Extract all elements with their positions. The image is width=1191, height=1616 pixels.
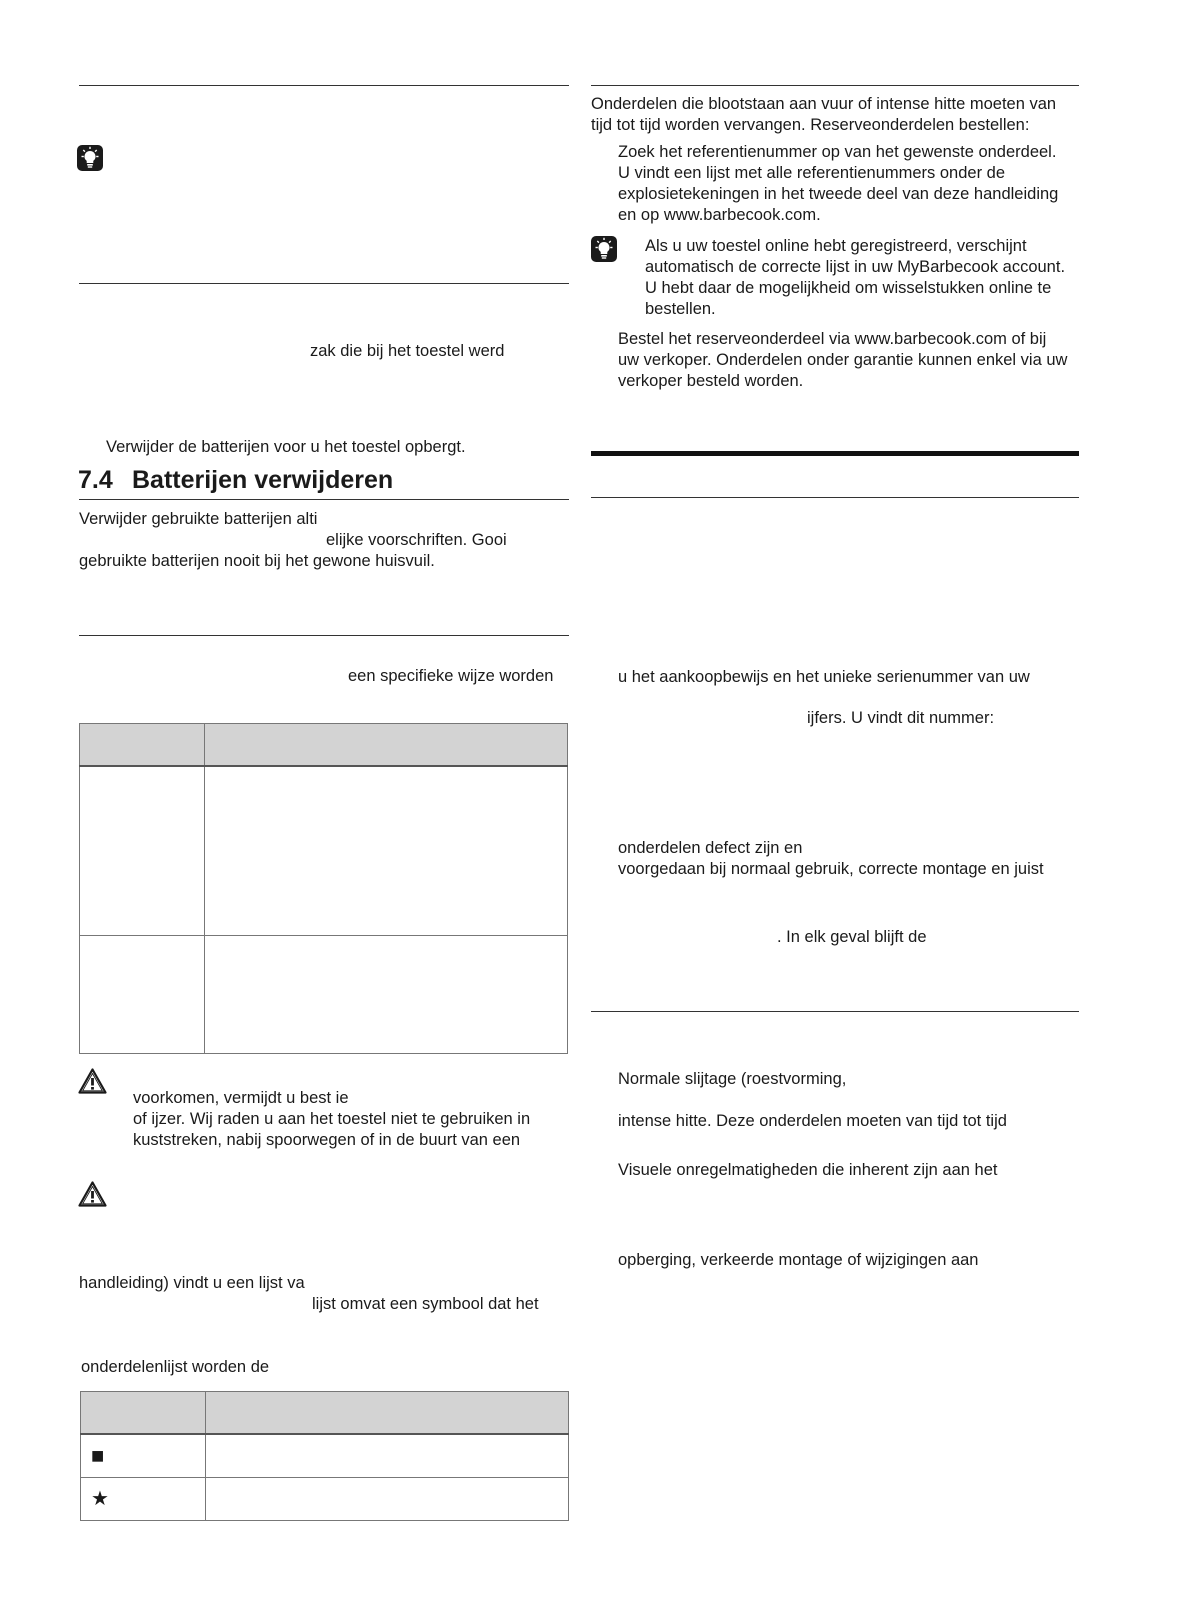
section-rule [591,497,1079,498]
battery-text-line: Verwijder gebruikte batterijen alti [79,510,318,528]
warning-text-line: of ijzer. Wij raden u aan het toestel niet te gebruiken in [133,1110,531,1128]
section-number: 7.4 [78,466,113,494]
section-rule [79,283,569,284]
warranty-text-fragment: u het aankoopbewijs en het unieke serienummer van uw [618,668,1030,686]
chapter-rule [591,451,1079,456]
table-header-cell [81,1392,206,1434]
table-row [81,1478,569,1521]
warranty-text-fragment: voorgedaan bij normaal gebruik, correcte montage en juist [618,860,1044,878]
parts-list-text: handleiding) vindt u een lijst va [79,1274,305,1292]
step-text-line: explosietekeningen in het tweede deel van deze handleiding [618,185,1059,203]
star-symbol-icon: ★ [91,1488,109,1510]
section-title: Batterijen verwijderen [132,466,394,494]
step-text-line: Zoek het referentienummer op van het gewenste onderdeel. [618,143,1057,161]
parts-list-text: lijst omvat een symbool dat het [312,1295,539,1313]
exclusion-text-fragment: opberging, verkeerde montage of wijzigingen aan [618,1251,979,1269]
order-text-line: verkoper besteld worden. [618,372,804,390]
warranty-text-fragment: onderdelen defect zijn en [618,839,803,857]
table-row [80,766,568,936]
order-text-line: uw verkoper. Onderdelen onder garantie kunnen enkel via uw [618,351,1068,369]
section-rule [79,85,569,86]
battery-text-line: gebruikte batterijen nooit bij het gewone huisvuil. [79,552,435,570]
section-rule [79,499,569,500]
order-text-line: Bestel het reserveonderdeel via www.barbecook.com of bij [618,330,1047,348]
exclusion-text-fragment: Visuele onregelmatigheden die inherent zijn aan het [618,1161,998,1179]
table-row [81,1434,569,1478]
specific-text-fragment: een specifieke wijze worden [348,667,554,685]
step-text-line: U vindt een lijst met alle referentienummers onder de [618,164,1006,182]
warranty-text-fragment: . In elk geval blijft de [777,928,927,946]
section-rule [591,1011,1079,1012]
exclusion-text-fragment: Normale slijtage (roestvorming, [618,1070,847,1088]
lightbulb-tip-icon [77,145,103,171]
table-header-cell [206,1392,569,1434]
tip-text-line: Als u uw toestel online hebt geregistreerd, verschijnt [645,237,1027,255]
warning-text-line: voorkomen, vermijdt u best ie [133,1089,349,1107]
warning-triangle-icon [78,1181,107,1207]
table-header-cell [80,724,205,766]
battery-text-line: elijke voorschriften. Gooi [326,531,507,549]
intro-text-line: tijd tot tijd worden vervangen. Reserveonderdelen bestellen: [591,116,1030,134]
table-row [80,936,568,1054]
intro-text-line: Onderdelen die blootstaan aan vuur of intense hitte moeten van [591,95,1057,113]
tip-text-line: bestellen. [645,300,716,318]
info-table [79,723,568,1054]
warning-triangle-icon [78,1068,107,1094]
table-header-cell [205,724,568,766]
symbols-table [80,1391,569,1521]
square-symbol-icon: ■ [91,1442,105,1468]
section-rule [79,635,569,636]
warranty-text-fragment: ijfers. U vindt dit nummer: [807,709,995,727]
tip-text-line: automatisch de correcte lijst in uw MyBarbecook account. [645,258,1066,276]
tip-text-line: U hebt daar de mogelijkheid om wisselstukken online te [645,279,1052,297]
section-7-4-heading [78,465,393,495]
step-text-line: en op www.barbecook.com. [618,206,821,224]
exclusion-text-fragment: intense hitte. Deze onderdelen moeten van tijd tot tijd [618,1112,1007,1130]
section-rule [591,85,1079,86]
bag-text-fragment: zak die bij het toestel werd [310,342,505,360]
storage-note: Verwijder de batterijen voor u het toestel opbergt. [106,438,466,456]
parts-list-text: onderdelenlijst worden de [81,1358,270,1376]
lightbulb-tip-icon [591,236,617,262]
warning-text-line: kuststreken, nabij spoorwegen of in de buurt van een [133,1131,521,1149]
